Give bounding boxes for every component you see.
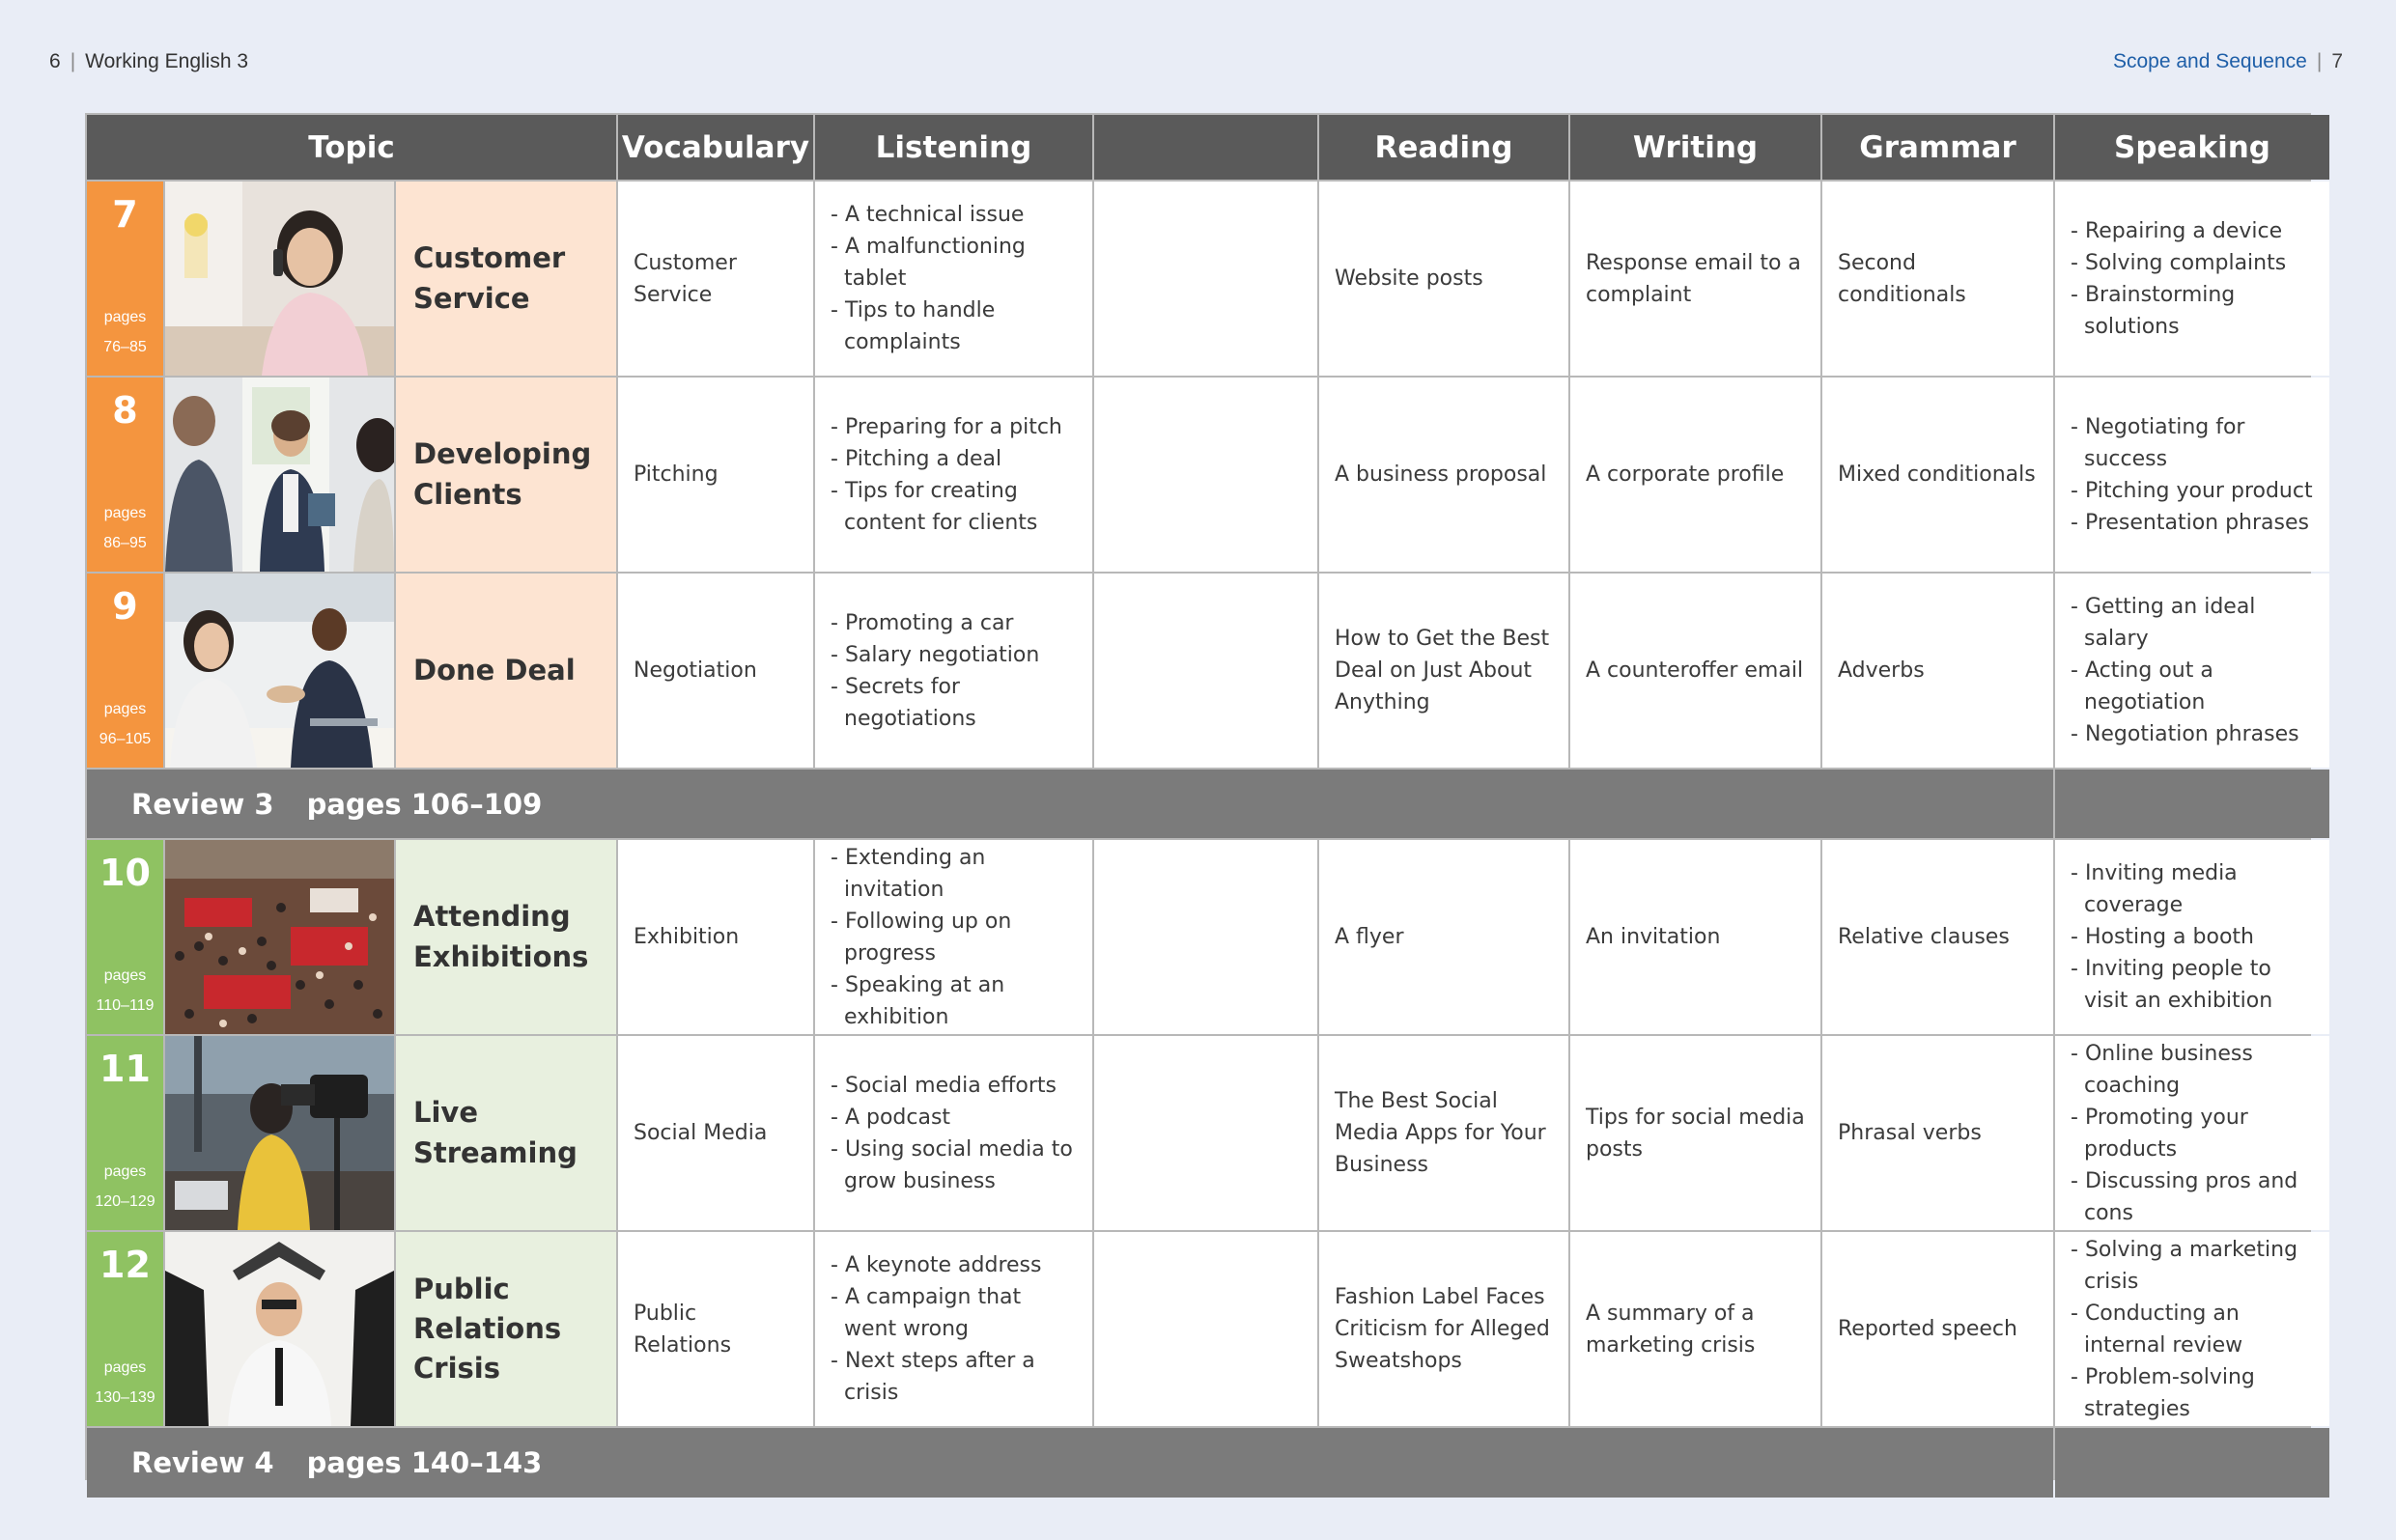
page-range [103,303,147,376]
page-range [95,1158,155,1230]
col-header-speaking: Speaking [2055,115,2329,180]
col-header-listening: Listening [815,115,1092,180]
col-header-writing: Writing [1570,115,1820,180]
unit-title: Customer Service [396,182,616,376]
list-item: - Discussing pros and cons [2071,1165,2314,1229]
list-item: - Hosting a booth [2071,921,2314,953]
writing-cell: An invitation [1570,840,1820,1034]
vocabulary-cell: Pitching [618,378,813,572]
list-item: - Problem-solving strategies [2071,1361,2314,1425]
unit-title: Developing Clients [396,378,616,572]
writing-cell: Tips for social media posts [1570,1036,1820,1230]
col-header-blank [1094,115,1317,180]
list-item: - Promoting a car [831,607,1077,639]
unit-number: 11 [99,1048,151,1090]
list-item: - Promoting your products [2071,1102,2314,1165]
unit-number: 12 [99,1244,151,1286]
vocabulary-cell: Public Relations [618,1232,813,1426]
review-pages: pages 106–109 [306,787,543,821]
page-range [99,695,151,768]
list-item: - Acting out a negotiation [2071,655,2314,718]
page-range [97,962,155,1034]
grammar-cell: Relative clauses [1822,840,2053,1034]
pages-label: pages [103,967,147,985]
listening-cell [815,182,1092,376]
col-header-grammar: Grammar [1822,115,2053,180]
col-header-topic: Topic [87,115,616,180]
review-label: Review 4 [131,1446,274,1479]
blank-cell [1094,574,1317,768]
unit-number: 9 [112,585,138,628]
left-page-number: 6 [49,50,61,72]
review-label: Review 3 [131,787,274,821]
pages-label: pages [103,1359,147,1377]
blank-cell [1094,1232,1317,1426]
speaking-cell [2055,840,2329,1034]
list-item: - Speaking at an exhibition [831,969,1077,1033]
unit-number-cell [87,378,163,572]
unit-number: 7 [112,193,138,236]
right-running-head [2113,50,2343,73]
grammar-cell: Adverbs [1822,574,2053,768]
vocabulary-cell: Exhibition [618,840,813,1034]
blank-cell [1094,378,1317,572]
listening-cell [815,1232,1092,1426]
vocabulary-cell: Customer Service [618,182,813,376]
blank-cell [1094,1036,1317,1230]
writing-cell: Response email to a complaint [1570,182,1820,376]
list-item: - Following up on progress [831,906,1077,969]
page-range [95,1354,155,1426]
separator: | [2316,50,2323,72]
list-item: - A keynote address [831,1249,1077,1281]
review-bar [87,1428,2053,1498]
speaking-cell [2055,1036,2329,1230]
pages-value: 86–95 [103,534,147,551]
col-header-vocabulary: Vocabulary [618,115,813,180]
pages-label: pages [103,701,147,718]
list-item: - Inviting people to visit an exhibition [2071,953,2314,1017]
woman-on-phone-photo [165,182,394,376]
list-item: - Repairing a device [2071,215,2314,247]
unit-title: Attending Exhibitions [396,840,616,1034]
pages-value: 76–85 [103,338,147,355]
book-title: Working English 3 [85,50,249,72]
unit-number: 8 [112,389,138,432]
speaking-cell [2055,182,2329,376]
reading-cell: How to Get the Best Deal on Just About Anything [1319,574,1568,768]
grammar-cell: Second conditionals [1822,182,2053,376]
pages-value: 110–119 [96,996,155,1014]
list-item: - Tips to handle complaints [831,294,1077,358]
list-item: - Getting an ideal salary [2071,591,2314,655]
list-item: - Solving a marketing crisis [2071,1234,2314,1298]
list-item: - Negotiation phrases [2071,718,2314,750]
list-item: - A malfunctioning tablet [831,231,1077,294]
list-item: - Conducting an internal review [2071,1298,2314,1361]
reading-cell: Website posts [1319,182,1568,376]
grammar-cell: Mixed conditionals [1822,378,2053,572]
blank-cell [1094,182,1317,376]
speaking-cell [2055,574,2329,768]
unit-title: Done Deal [396,574,616,768]
list-item: - Inviting media coverage [2071,857,2314,921]
unit-number-cell [87,182,163,376]
speaking-cell [2055,1232,2329,1426]
writing-cell: A corporate profile [1570,378,1820,572]
list-item: - Preparing for a pitch [831,411,1077,443]
handshake-photo [165,574,394,768]
list-item: - Pitching your product [2071,475,2314,507]
right-page-number: 7 [2331,50,2343,72]
separator: | [70,50,76,72]
grammar-cell: Phrasal verbs [1822,1036,2053,1230]
list-item: - Negotiating for success [2071,411,2314,475]
section-title: Scope and Sequence [2113,50,2307,72]
list-item: - Salary negotiation [831,639,1077,671]
left-running-head [49,50,248,73]
listening-cell [815,840,1092,1034]
list-item: - Solving complaints [2071,247,2314,279]
list-item: - Tips for creating content for clients [831,475,1077,539]
vocabulary-cell: Social Media [618,1036,813,1230]
grammar-cell: Reported speech [1822,1232,2053,1426]
col-header-reading: Reading [1319,115,1568,180]
camera-streaming-photo [165,1036,394,1230]
man-under-book-photo [165,1232,394,1426]
review-bar-end [2055,1428,2329,1498]
writing-cell: A counteroffer email [1570,574,1820,768]
list-item: - Presentation phrases [2071,507,2314,539]
unit-number-cell [87,840,163,1034]
unit-number-cell [87,574,163,768]
listening-cell [815,378,1092,572]
pages-label: pages [103,1163,147,1181]
list-item: - Online business coaching [2071,1038,2314,1102]
listening-cell [815,574,1092,768]
pages-label: pages [103,309,147,326]
review-bar [87,770,2053,838]
speaking-cell [2055,378,2329,572]
list-item: - Next steps after a crisis [831,1345,1077,1409]
vocabulary-cell: Negotiation [618,574,813,768]
reading-cell: Fashion Label Faces Criticism for Alleged Sweatshops [1319,1232,1568,1426]
business-meeting-photo [165,378,394,572]
list-item: - Secrets for negotiations [831,671,1077,735]
scope-sequence-table [85,113,2311,1480]
list-item: - A campaign that went wrong [831,1281,1077,1345]
unit-number: 10 [99,852,151,894]
pages-value: 130–139 [95,1388,155,1406]
unit-number-cell [87,1036,163,1230]
list-item: - Extending an invitation [831,842,1077,906]
exhibition-hall-photo [165,840,394,1034]
list-item: - A podcast [831,1102,1077,1134]
writing-cell: A summary of a marketing crisis [1570,1232,1820,1426]
listening-cell [815,1036,1092,1230]
review-bar-end [2055,770,2329,838]
unit-number-cell [87,1232,163,1426]
list-item: - Brainstorming solutions [2071,279,2314,343]
list-item: - A technical issue [831,199,1077,231]
unit-title: Live Streaming [396,1036,616,1230]
pages-label: pages [103,505,147,522]
pages-value: 120–129 [95,1192,155,1210]
list-item: - Social media efforts [831,1070,1077,1102]
reading-cell: A flyer [1319,840,1568,1034]
pages-value: 96–105 [99,730,152,747]
page-range [103,499,147,572]
reading-cell: The Best Social Media Apps for Your Business [1319,1036,1568,1230]
reading-cell: A business proposal [1319,378,1568,572]
review-pages: pages 140–143 [306,1446,543,1479]
unit-title: Public Relations Crisis [396,1232,616,1426]
blank-cell [1094,840,1317,1034]
list-item: - Using social media to grow business [831,1134,1077,1197]
list-item: - Pitching a deal [831,443,1077,475]
